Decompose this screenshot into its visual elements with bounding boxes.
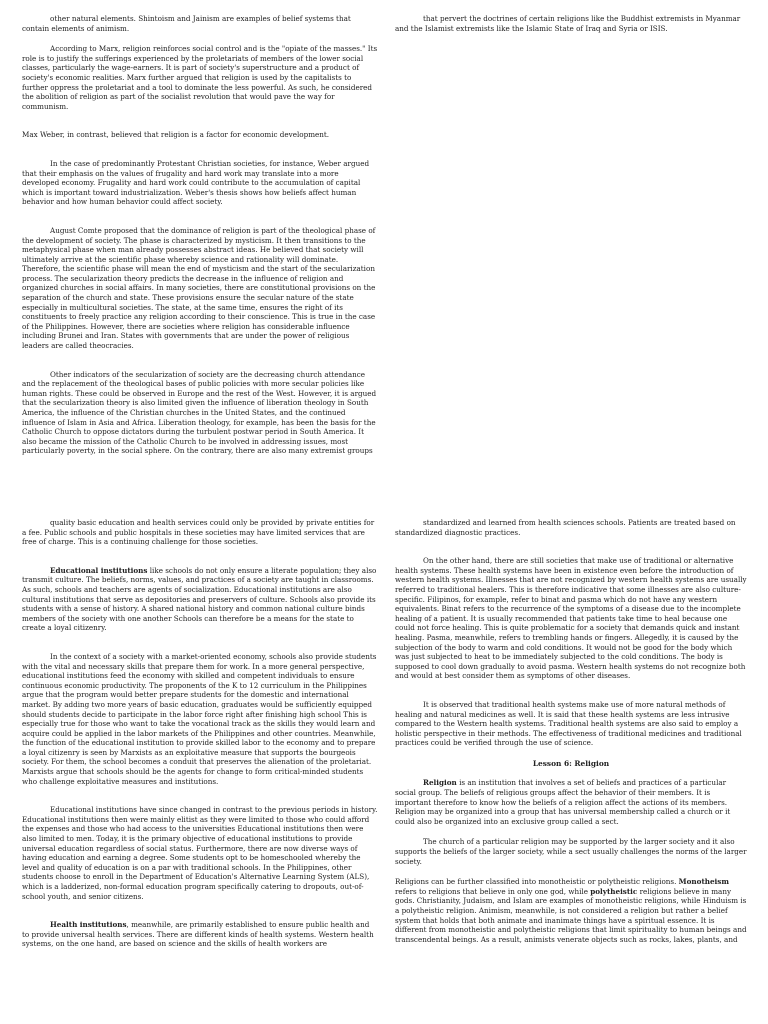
paragraph: Educational institutions have since changed in contrast to the previous periods in history. Educational institutions then were mainly elitist as they were limited to those who could afford the expenses and those who had access to the universities Educational institutions then were also limited to men. Today, it is the primary objective of educational institutions to provide universal education regardless of social status. Furthermore, there are now diverse ways of having education and earning a degree. Some students opt to be homeschooled whereby the level and quality of education is on a par with traditional schools. In the Philippines, other students choose to enroll in the Department of Education's Alternative Learning System (ALS), which is a ladderized, non-formal education program specifically catering to dropouts, out-of-school youth, and senior citizens. xyxy=(22,805,378,901)
paragraph-text: refers to religions that believe in only one god, while xyxy=(395,886,591,896)
top-page-spread xyxy=(0,0,768,505)
bold-term: Religion xyxy=(423,778,457,788)
spacer xyxy=(22,558,378,566)
top-left-column xyxy=(22,14,378,467)
bottom-left-column xyxy=(22,518,378,960)
paragraph: In the context of a society with a market-oriented economy, schools also provide students with the vital and necessary skills that prepare them for work. In a more general perspective, educational institutions feed the economy with skilled and competent individuals to ensure continuous economic productivity. The proponents of the K to 12 curriculum in the Philippines argue that the program would better prepare students for the domestic and international market. By adding two more years of basic education, graduates would be sufficiently equipped should students decide to participate in the labor force right after finishing high school This is especially true for those who want to take the vocational track as the skills they would learn and acquire could be applied in the labor markets of the Philippines and other countries. Meanwhile, the function of the educational institution to provide skilled labor to the economy and to prepare a loyal citizenry is seen by Marxists as an exploitative measure that supports the bourgeois society. For them, the school becomes a conduit that preserves the alienation of the proletariat. Marxists argue that schools should be the agents for change to form critical-minded students who challenge exploitative measures and institutions. xyxy=(22,651,377,786)
paragraph: August Comte proposed that the dominance of religion is part of the theological phase of the development of society. The phase is characterized by mysticism. It then transitions to the metaphysical phase when man already possesses abstract ideas. He believed that society will ultimately arrive at the scientific phase whereby science and rationality will dominate. Therefore, the scientific phase will mean the end of mysticism and the start of the secularization process. The secularization theory predicts the decrease in the influence of religion and organized churches in social affairs. In many societies, there are constitutional provisions on the separation of the church and state. These provisions ensure the secular nature of the state especially in multicultural societies. The state, at the same time, ensures the right of its constituents to freely practice any religion according to their conscience. This is true in the case of the Philippines. However, there are societies where religion has considerable influence including Brunei and Iran. States with governments that are under the power of religious leaders are called theocracies. xyxy=(22,225,376,351)
bold-term: Educational institutions xyxy=(50,565,148,575)
bottom-page-spread xyxy=(0,510,768,1024)
paragraph-text: Religions can be further classified into monotheistic or polytheistic religions. xyxy=(395,877,679,887)
paragraph xyxy=(22,920,378,949)
spacer xyxy=(22,151,378,159)
paragraph xyxy=(22,566,378,633)
paragraph: other natural elements. Shintoism and Jainism are examples of belief systems that contain elements of animism. xyxy=(22,14,351,33)
paragraph: Max Weber, in contrast, believed that religion is a factor for economic development. xyxy=(22,130,330,140)
spacer xyxy=(22,218,378,226)
paragraph: quality basic education and health services could only be provided by private entities for a fee. Public schools and public hospitals in these societies may have limited services that are free of charge. This is a continuing challenge for those societies. xyxy=(22,518,375,547)
paragraph: On the other hand, there are still societies that make use of traditional or alternative health systems. These health systems have been in existence even before the introduction of western health systems. Illnesses that are not recognized by western health systems are usually referred to traditional healers. This is therefore indicative that some illnesses are also culture-specific. Filipinos, for example, refer to binat and pasma which do not have any western equivalents. Binat refers to the recurrence of the symptoms of a disease due to the incomplete healing of a patient. It is usually recommended that patients take time to heal because one could not force healing. This is quite problematic for a society that demands quick and instant healing. Pasma, meanwhile, refers to trembling hands or fingers. Allegedly, it is caused by the subjection of the body to warm and cold conditions. It would not be good for the body which was just subjected to heat to be immediately subjected to the cold conditions. The body is supposed to cool down gradually to avoid pasma. Western health systems do not recognize both and would at best consider them as symptoms of other diseases. xyxy=(395,556,747,681)
paragraph-text: is an institution that involves a set of beliefs and practices of a particular social group. The beliefs of religious groups affect the behavior of their members. It is important therefore to know how the beliefs of a religion affect the actions of its members. Religion may be organized into a group that has universal membership called a church or it could also be organized into an exclusive group called a sect. xyxy=(395,778,731,826)
paragraph-text: religions believe in many gods. Christianity, Judaism, and Islam are examples of monotheistic religions, while Hinduism is a polytheistic religion. Animism, meanwhile, is not considered a religion but rather a belief system that holds that both animate and inanimate things have a spiritual essence. It is different from monotheistic and polytheistic religions that limit spirituality to human beings and transcendental beings. As a result, animists venerate objects such as rocks, lakes, plants, and xyxy=(395,886,747,944)
spacer xyxy=(22,362,378,370)
paragraph: that pervert the doctrines of certain religions like the Buddhist extremists in Myanmar and the Islamist extremists like the Islamic State of Iraq and Syria or ISIS. xyxy=(395,14,741,33)
spacer xyxy=(22,122,378,130)
paragraph: It is observed that traditional health systems make use of more natural methods of healing and natural medicines as well. It is said that these health systems are less intrusive compared to the Western health systems. Traditional health systems are also said to employ a holistic perspective in their methods. The effectiveness of traditional medicines and traditional practices could be verified through the use of science. xyxy=(395,699,742,748)
paragraph-text: like schools do not only ensure a literate population; they also transmit culture. The beliefs, norms, values, and practices of a society are taught in classrooms. As such, schools and teachers are agents of socialization. Educational institutions are also cultural institutions that serve as depositories and preservers of culture. Schools also provide its students with a sense of history. A shared national history and common national culture binds members of the society with one another Schools can therefore be a means for the state to create a loyal citizenry. xyxy=(22,565,377,633)
paragraph: Other indicators of the secularization of society are the decreasing church attendance and the replacement of the theological bases of public policies with more secular policies like human rights. These could be observed in Europe and the rest of the West. However, it is argued that the secularization theory is also limited given the influence of liberation theology in South America, the influence of the Christian churches in the United States, and the continued influence of Islam in Asia and Africa. Liberation theology, for example, has been the basis for the Catholic Church to oppose dictators during the turbulent postwar period in South America. It also became the mission of the Catholic Church to be involved in addressing issues, most particularly poverty, in the social sphere. On the contrary, there are also many extremist groups xyxy=(22,369,377,456)
spacer xyxy=(22,912,378,920)
bottom-right-column xyxy=(395,518,747,955)
paragraph: According to Marx, religion reinforces social control and is the "opiate of the masses." Its role is to justify the sufferings experienced by the proletariats of members of the lower social classes, particularly the wage-earners. It is part of society's superstructure and a product of society's economic realities. Marx further argued that religion is used by the capitalists to further oppress the proletariat and a tool to dominate the less powerful. As such, he considered the abolition of religion as part of the socialist revolution that would pave the way for communism. xyxy=(22,44,378,111)
spacer xyxy=(22,644,378,652)
paragraph: In the case of predominantly Protestant Christian societies, for instance, Weber argued that their emphasis on the values of frugality and hard work may translate into a more developed economy. Frugality and hard work could contribute to the accumulation of capital which is important toward industrialization. Weber's thesis shows how beliefs affect human behavior and how human behavior could affect society. xyxy=(22,158,370,207)
section-heading: Lesson 6: Religion xyxy=(532,758,610,768)
paragraph xyxy=(395,877,747,944)
paragraph: standardized and learned from health sciences schools. Patients are treated based on standardized diagnostic practices. xyxy=(395,518,736,537)
bold-term: polytheistic xyxy=(590,886,638,896)
paragraph xyxy=(395,778,747,826)
bold-term: Monotheism xyxy=(678,877,729,887)
bold-term: Health institutions xyxy=(50,920,127,930)
spacer xyxy=(395,692,747,700)
spacer xyxy=(395,548,747,556)
spacer xyxy=(22,797,378,805)
top-right-column xyxy=(395,14,747,44)
paragraph: The church of a particular religion may be supported by the larger society and it also supports the beliefs of the larger society, while a sect usually challenges the norms of the larger society. xyxy=(395,837,747,866)
paragraph-text: , meanwhile, are primarily established to ensure public health and to provide universal health services. There are different kinds of health systems. Western health systems, on the one hand, are based on science and the skills of health workers are xyxy=(22,920,374,949)
